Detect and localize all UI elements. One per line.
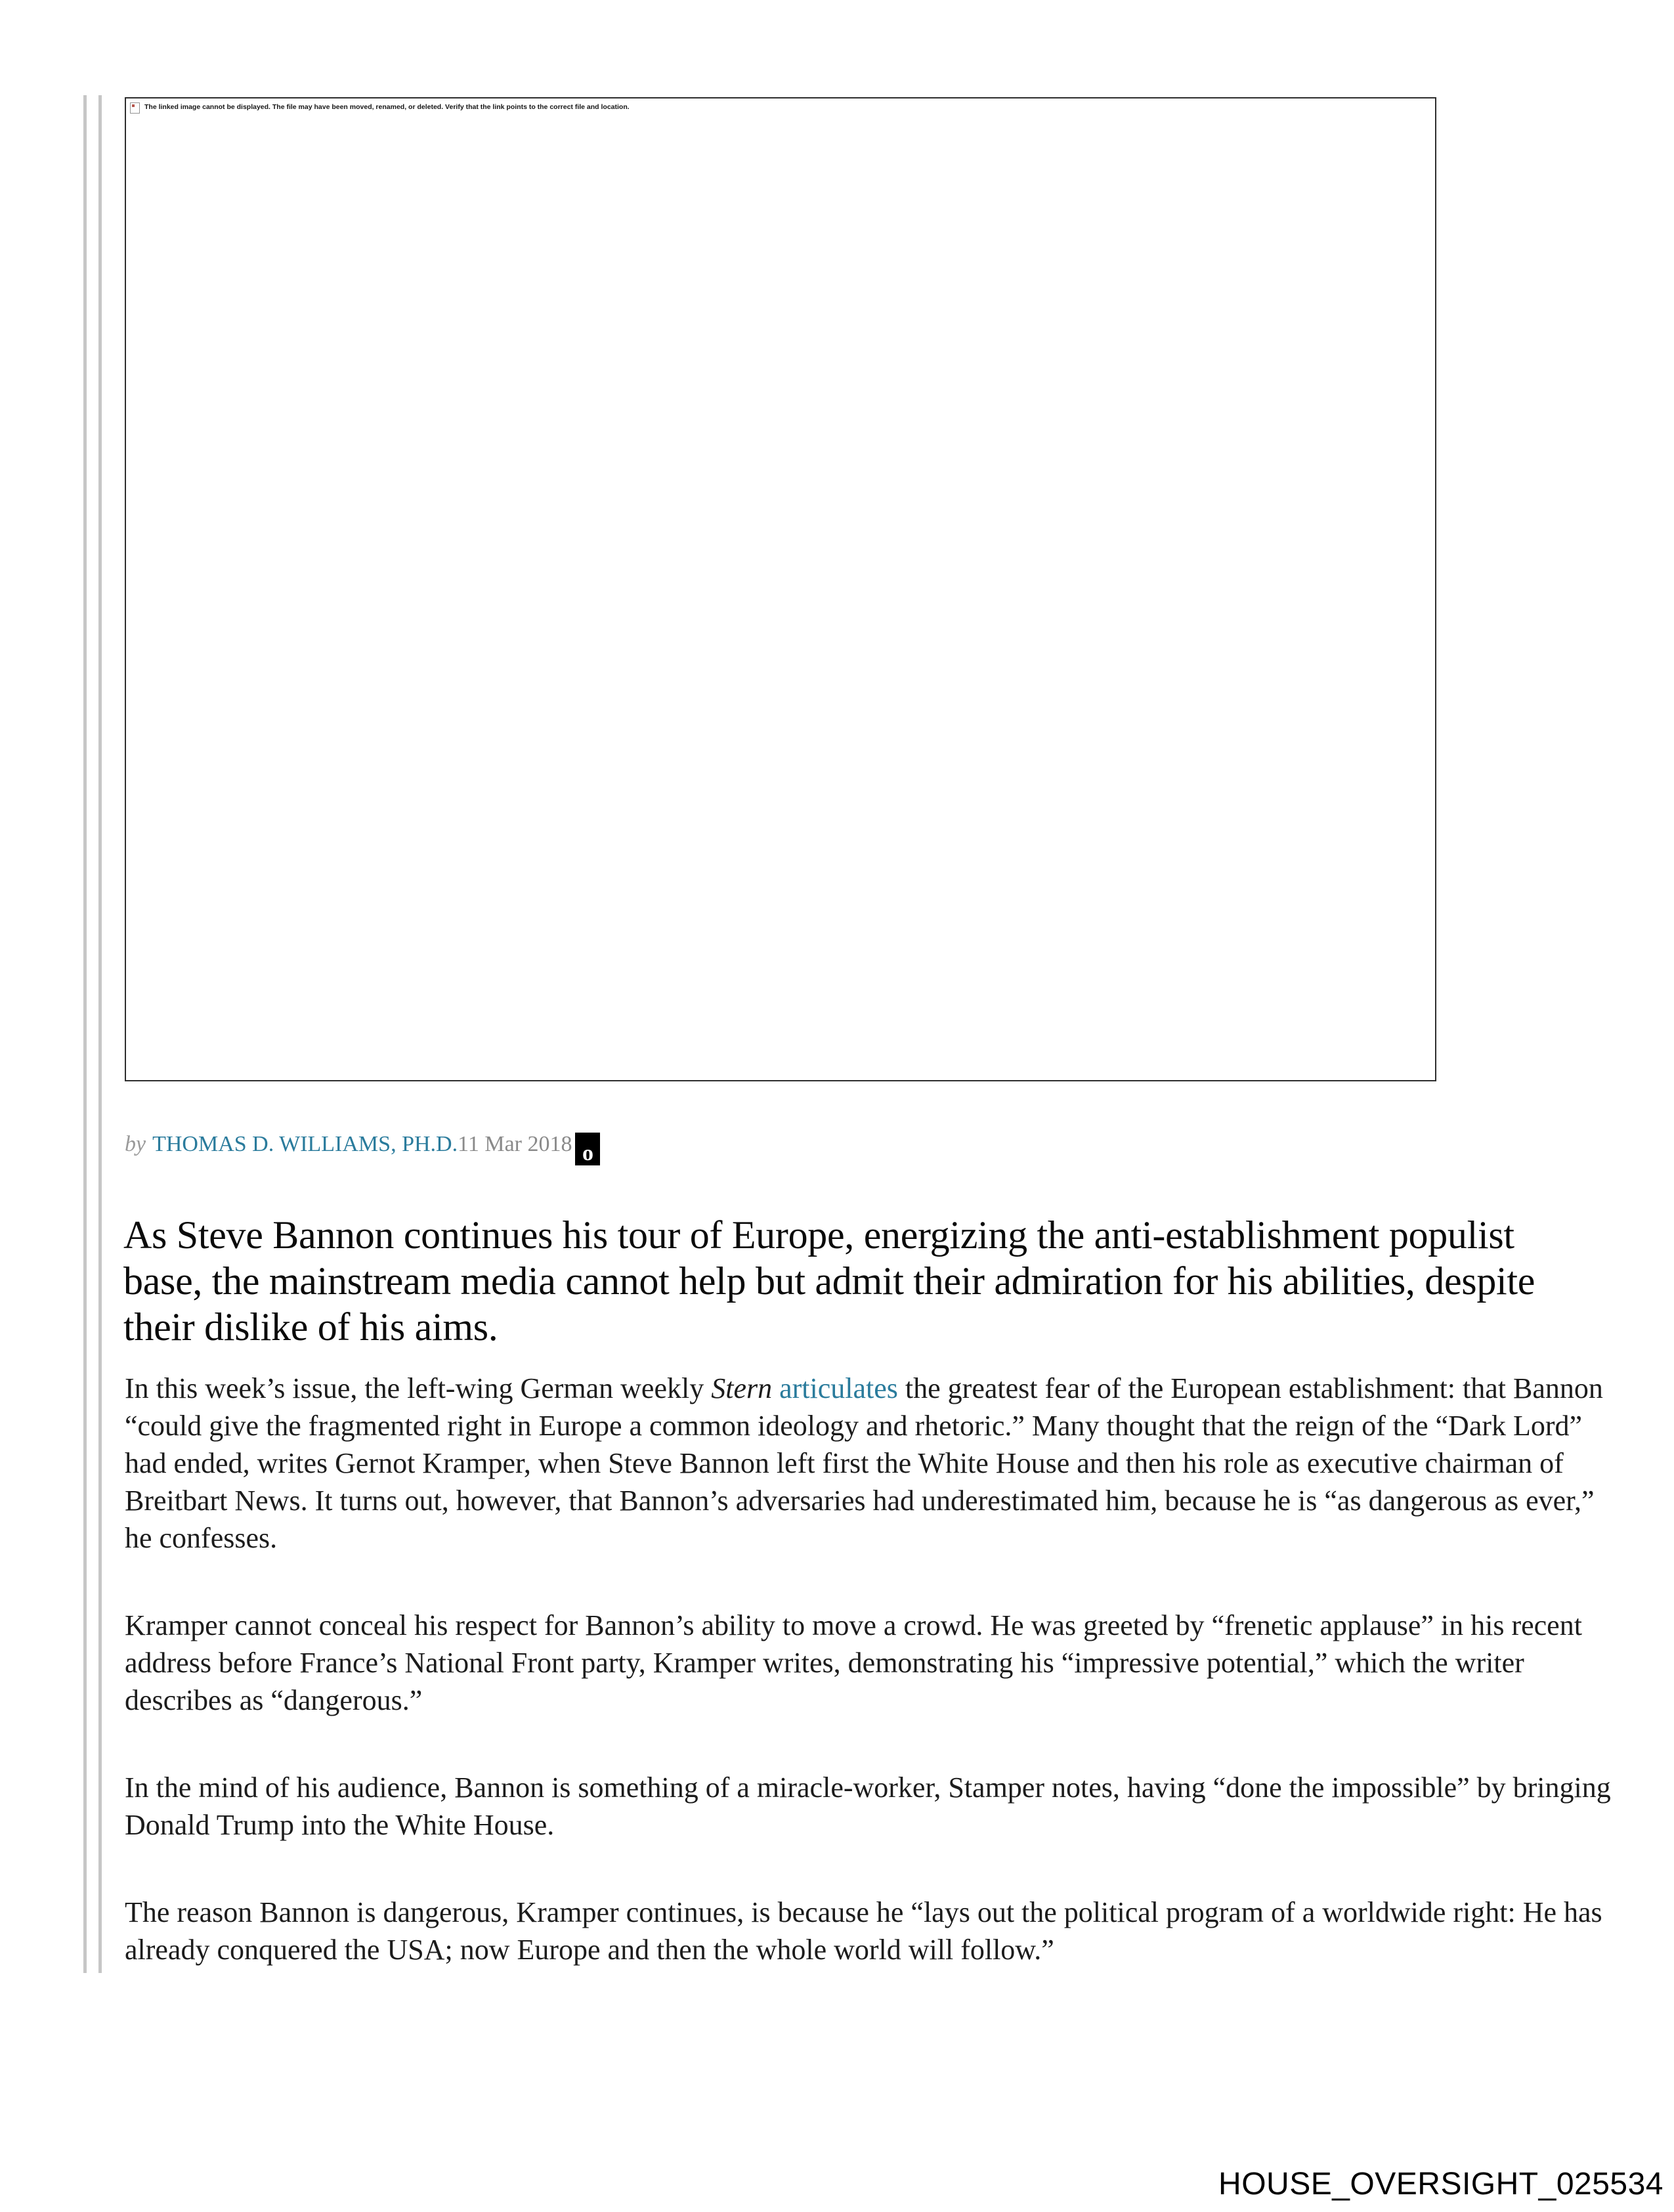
article-headline: As Steve Bannon continues his tour of Europe, energizing the anti-establishment populist base, the mainstream media cannot help but admit their admiration for his abilities, despite their dislike of his aims. [123, 1213, 1535, 1349]
paragraph-text [772, 1372, 779, 1404]
byline-prefix: by [125, 1132, 146, 1156]
broken-image-icon [130, 102, 140, 114]
paragraph-text: The reason Bannon is dangerous, Kramper continues, is because he “lays out the political program of a worldwide right: He has already conquered the USA; now Europe and then the whole world will follow.” [125, 1896, 1602, 1966]
article-body [125, 1370, 1615, 2018]
paragraph-text: Kramper cannot conceal his respect for Bannon’s ability to move a crowd. He was greeted by “frenetic applause” in his recent address before France’s National Front party, Kramper writes, demonstrating his “impressive potential,” which the writer describes as “dangerous.” [125, 1609, 1582, 1716]
comment-count-badge[interactable]: o [575, 1133, 600, 1165]
broken-image-notice: The linked image cannot be displayed. The file may have been moved, renamed, or deleted. Verify that the link points to the correct file and location. [144, 103, 630, 111]
byline [125, 1132, 600, 1165]
byline-date: 11 Mar 2018 [458, 1132, 572, 1156]
quote-bar-inner [98, 95, 102, 1973]
author-link[interactable]: THOMAS D. WILLIAMS, PH.D. [152, 1132, 458, 1156]
article-paragraph [125, 1769, 1615, 1844]
inline-link[interactable]: articulates [779, 1372, 898, 1404]
bates-number: HOUSE_OVERSIGHT_025534 [1218, 2167, 1663, 2201]
article-paragraph [125, 1607, 1615, 1719]
paragraph-text: In the mind of his audience, Bannon is something of a miracle-worker, Stamper notes, having “done the impossible” by bringing Donald Trump into the White House. [125, 1771, 1611, 1841]
paragraph-text: In this week’s issue, the left-wing German weekly [125, 1372, 712, 1404]
broken-image-frame [125, 97, 1436, 1081]
article-paragraph [125, 1894, 1615, 1968]
quote-bar-outer [83, 95, 87, 1973]
article-paragraph [125, 1370, 1615, 1557]
publication-name: Stern [711, 1372, 773, 1404]
paragraph-text: the greatest fear of the European establishment: that Bannon “could give the fragmented right in Europe a common ideology and rhetoric.” Many thought that the reign of the “Dark Lord” had ended, writes Gernot Kramper, when Steve Bannon left first the White House and then his role as executive chairman of Breitbart News. It turns out, however, that Bannon’s adversaries had underestimated him, because he is “as dangerous as ever,” he confesses. [125, 1372, 1603, 1554]
